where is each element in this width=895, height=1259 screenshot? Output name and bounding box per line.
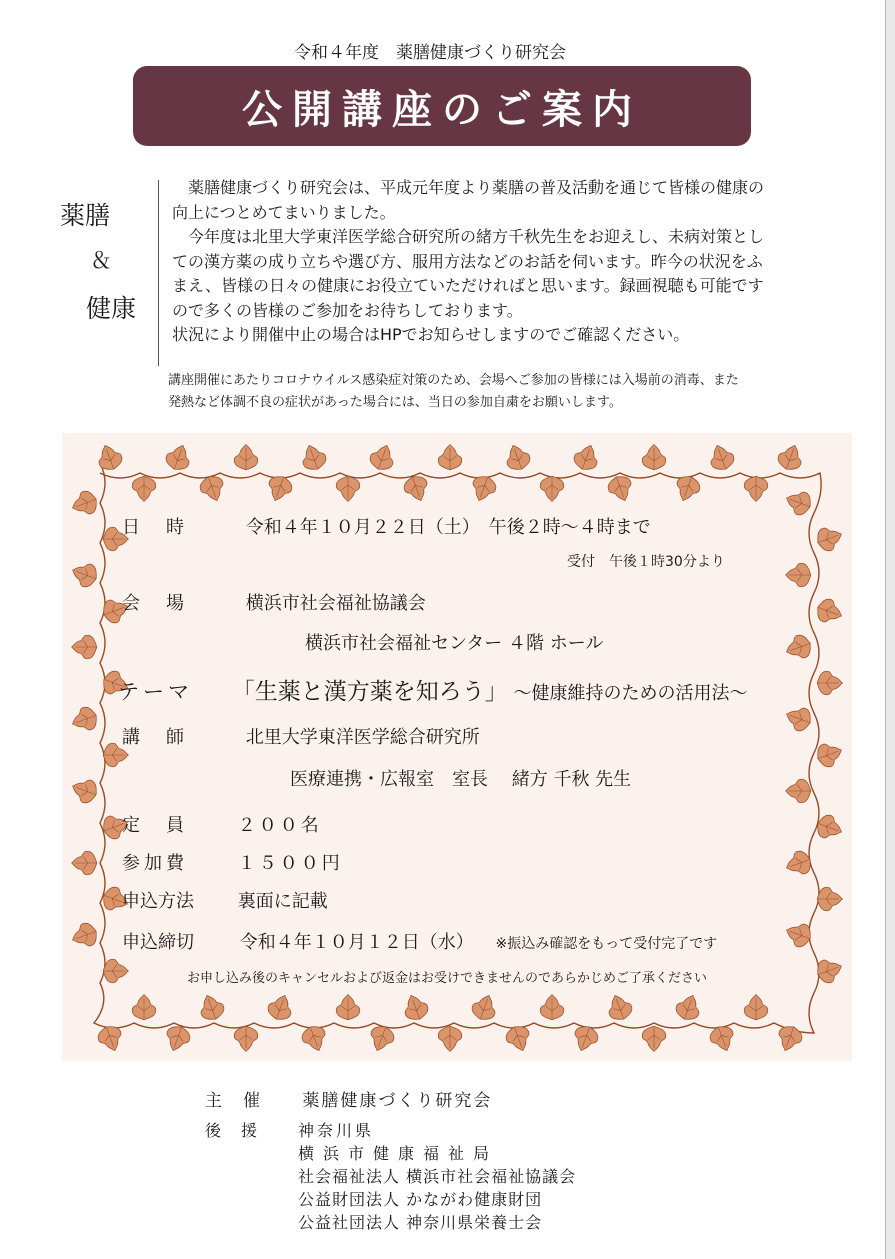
supporter-item: 神奈川県 bbox=[298, 1121, 375, 1140]
host-row bbox=[205, 1086, 492, 1111]
capacity-value: ２００名 bbox=[237, 815, 322, 836]
intro-line: ので多くの皆様のご参加をお待ちしております。 bbox=[172, 300, 523, 320]
ivy-leaf-icon bbox=[68, 920, 100, 951]
venue-label: 会 場 bbox=[122, 593, 188, 614]
supporter-item: 公益財団法人 かながわ健康財団 bbox=[298, 1190, 543, 1209]
cancel-note: お申し込み後のキャンセルおよび返金はお受けできませんのであらかじめご了承ください bbox=[187, 971, 708, 986]
venue-row bbox=[122, 589, 426, 615]
ivy-leaf-icon bbox=[163, 441, 194, 473]
ivy-leaf-icon bbox=[642, 445, 666, 470]
ivy-leaf-icon bbox=[786, 563, 811, 587]
side-title-ampersand: ＆ bbox=[90, 249, 113, 274]
ivy-leaf-icon bbox=[234, 1026, 258, 1051]
ivy-leaf-icon bbox=[782, 703, 814, 734]
intro-line: 今年度は北里大学東洋医学総合研究所の緒方千秋先生をお迎えし、未病対策とし bbox=[172, 227, 765, 246]
intro-line: 薬膳健康づくり研究会は、平成元年度より薬膳の普及活動を通じて皆様の健康の bbox=[172, 178, 765, 197]
venue-sub: 横浜市社会福祉センター ４階 ホール bbox=[305, 633, 604, 654]
apply-label: 申込方法 bbox=[122, 891, 194, 912]
details-panel bbox=[62, 433, 852, 1061]
ivy-leaf-icon bbox=[132, 476, 156, 501]
supporter-item: 社会福祉法人 横浜市社会福祉協議会 bbox=[298, 1167, 577, 1186]
ivy-leaf-icon bbox=[400, 991, 431, 1023]
notice-line: 講座開催にあたりコロナウイルス感染症対策のため、会場へご参加の皆様には入場前の消毒、また bbox=[168, 373, 739, 388]
ivy-leaf-icon bbox=[68, 559, 100, 590]
ivy-leaf-icon bbox=[103, 959, 128, 983]
intro-text bbox=[172, 176, 822, 348]
capacity-row bbox=[122, 811, 322, 837]
ivy-leaf-icon bbox=[786, 779, 811, 803]
ivy-leaf-icon bbox=[336, 995, 360, 1020]
ivy-leaf-icon bbox=[782, 632, 814, 663]
banner-title: 公開講座のご案内 bbox=[242, 86, 642, 133]
side-title-kenko: 健康 bbox=[86, 294, 137, 323]
ivy-leaf-icon bbox=[132, 995, 156, 1020]
theme-subtitle: ～健康維持のための活用法～ bbox=[513, 683, 748, 704]
fee-label: 参加費 bbox=[122, 853, 188, 874]
title-banner bbox=[133, 66, 751, 146]
ivy-leaf-icon bbox=[814, 739, 846, 770]
lecturer-org: 北里大学東洋医学総合研究所 bbox=[245, 727, 480, 748]
intro-line: まえ、皆様の日々の健康にお役立ていただければと思います。録画視聴も可能です bbox=[172, 276, 764, 295]
support-label: 後 援 bbox=[205, 1121, 260, 1140]
ivy-leaf-icon bbox=[782, 487, 814, 518]
ivy-leaf-icon bbox=[196, 991, 227, 1023]
ivy-leaf-icon bbox=[540, 995, 564, 1020]
theme-label: テーマ bbox=[118, 680, 193, 704]
capacity-label: 定 員 bbox=[122, 815, 188, 836]
deadline-row bbox=[122, 928, 717, 954]
ivy-leaf-icon bbox=[814, 523, 846, 554]
ivy-leaf-icon bbox=[673, 991, 704, 1023]
ivy-leaf-icon bbox=[571, 441, 602, 473]
ivy-leaf-icon bbox=[68, 488, 100, 519]
page-edge bbox=[885, 0, 895, 1259]
ivy-leaf-icon bbox=[367, 441, 398, 473]
intro-line: 向上につとめてまいりました。 bbox=[172, 202, 396, 222]
intro-line: 状況により開催中止の場合はHPでお知らせしますのでご確認ください。 bbox=[172, 325, 690, 344]
ivy-leaf-icon bbox=[817, 887, 842, 911]
host-label: 主 催 bbox=[205, 1091, 262, 1111]
ivy-leaf-icon bbox=[469, 991, 500, 1023]
ivy-leaf-icon bbox=[298, 441, 329, 473]
apply-row bbox=[122, 887, 328, 913]
ivy-leaf-icon bbox=[744, 476, 768, 501]
host-value: 薬膳健康づくり研究会 bbox=[302, 1091, 493, 1111]
ivy-leaf-icon bbox=[72, 635, 97, 659]
supporter-item: 公益社団法人 神奈川県栄養士会 bbox=[298, 1213, 543, 1232]
venue-value: 横浜市社会福祉協議会 bbox=[245, 593, 426, 614]
ivy-leaf-icon bbox=[299, 1023, 330, 1055]
divider-line bbox=[158, 180, 159, 366]
ivy-leaf-icon bbox=[68, 775, 100, 806]
date-row bbox=[122, 513, 651, 539]
supporter-item: 横浜市健康福祉局 bbox=[298, 1144, 499, 1163]
apply-value: 裏面に記載 bbox=[237, 891, 328, 912]
ivy-leaf-icon bbox=[265, 991, 296, 1023]
notice-line: 発熱など体調不良の症状があった場合には、当日の参加自粛をお願いします。 bbox=[168, 395, 622, 410]
deadline-value: 令和４年１０月１２日（水） bbox=[239, 932, 474, 953]
ivy-leaf-icon bbox=[438, 1026, 462, 1051]
reception-time: 受付 午後１時30分より bbox=[567, 554, 725, 570]
date-label: 日 時 bbox=[122, 517, 188, 538]
deadline-note: ※振込み確認をもって受付完了です bbox=[495, 936, 718, 952]
covid-notice bbox=[168, 370, 818, 414]
theme-row bbox=[118, 673, 747, 706]
ivy-leaf-icon bbox=[814, 596, 846, 627]
ivy-leaf-icon bbox=[336, 476, 360, 501]
lecturer-name: 医療連携・広報室 室長 緒方 千秋 先生 bbox=[290, 769, 632, 790]
ivy-leaf-icon bbox=[234, 445, 258, 470]
fee-row bbox=[122, 849, 343, 875]
ivy-leaf-icon bbox=[264, 473, 295, 505]
ivy-leaf-icon bbox=[438, 445, 462, 470]
lecturer-row bbox=[122, 723, 480, 749]
event-subtitle: 令和４年度 薬膳健康づくり研究会 bbox=[294, 43, 566, 63]
ivy-leaf-icon bbox=[744, 995, 768, 1020]
ivy-leaf-icon bbox=[540, 476, 564, 501]
side-title-yakuzen: 薬膳 bbox=[60, 201, 111, 230]
ivy-leaf-icon bbox=[94, 441, 125, 473]
ivy-leaf-icon bbox=[72, 851, 97, 875]
ivy-leaf-icon bbox=[502, 441, 533, 473]
ivy-leaf-icon bbox=[68, 704, 100, 735]
date-value: 令和４年１０月２２日（土） 午後２時～４時まで bbox=[245, 517, 651, 538]
ivy-leaf-icon bbox=[604, 991, 635, 1023]
lecturer-label: 講 師 bbox=[122, 727, 188, 748]
ivy-leaf-icon bbox=[774, 1023, 805, 1055]
ivy-leaf-icon bbox=[642, 1026, 666, 1051]
fee-value: １５００円 bbox=[237, 853, 343, 874]
ivy-leaf-icon bbox=[706, 441, 737, 473]
deadline-label: 申込締切 bbox=[122, 932, 194, 953]
ivy-leaf-icon bbox=[775, 441, 806, 473]
ivy-leaf-icon bbox=[817, 671, 842, 695]
theme-title: 「生薬と漢方薬を知ろう」 bbox=[231, 679, 508, 705]
intro-line: ての漢方薬の成り立ちや選び方、服用方法などのお話を伺います。昨今の状況をふ bbox=[172, 251, 763, 271]
